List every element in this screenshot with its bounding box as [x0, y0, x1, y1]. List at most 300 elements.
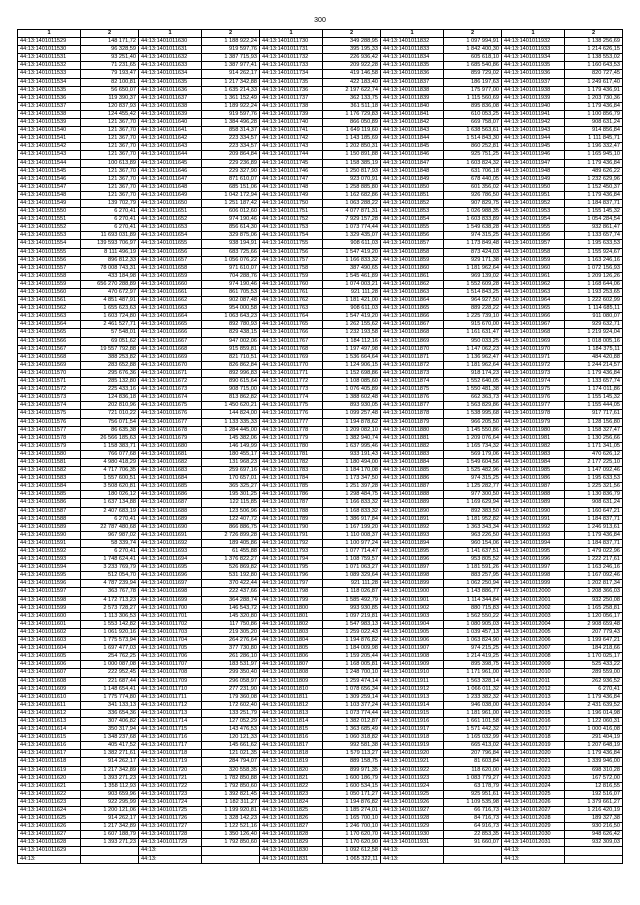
cadastral-number-cell	[260, 467, 323, 475]
cadastral-number-cell	[18, 467, 81, 475]
column-header-value-3: 2	[323, 30, 381, 38]
cadastral-value-cell: 1 585 492,79	[323, 596, 381, 604]
cadastral-number: 1401011655	[156, 240, 188, 247]
cadastral-number-cell	[18, 199, 81, 207]
cadastral-prefix: 44:13:	[383, 580, 399, 587]
cadastral-number: 1401011653	[156, 224, 188, 231]
cadastral-value-cell: 512 054,70	[81, 572, 139, 580]
cadastral-number: 1401011867	[398, 321, 430, 328]
cadastral-value-cell: 299 350,40	[202, 669, 260, 677]
column-header-code-5: 1	[502, 30, 565, 38]
cadastral-prefix: 44:13:	[262, 628, 278, 635]
cadastral-value-cell: 908 611,03	[323, 305, 381, 313]
table-row	[18, 855, 623, 863]
cadastral-number: 1401011727	[156, 823, 188, 830]
cadastral-prefix: 44:13:	[504, 248, 520, 255]
cadastral-value-cell: 1 133 657,74	[565, 232, 623, 240]
cadastral-value-cell: 866 886,75	[202, 523, 260, 531]
cadastral-number-cell	[139, 167, 202, 175]
cadastral-prefix: 44:13:	[20, 297, 36, 304]
table-row	[18, 305, 623, 313]
cadastral-number: 1401011905	[398, 628, 430, 635]
cadastral-number-cell	[18, 151, 81, 159]
cadastral-prefix: 44:13:	[383, 750, 399, 757]
cadastral-number: 1401011893	[398, 531, 430, 538]
cadastral-prefix: 44:13:	[262, 321, 278, 328]
cadastral-prefix: 44:13:	[262, 240, 278, 247]
cadastral-number-cell	[260, 531, 323, 539]
cadastral-number: 1401011546	[35, 175, 67, 182]
table-body	[18, 38, 623, 864]
cadastral-number: 1401011980	[519, 426, 551, 433]
cadastral-number: 1401011754	[277, 232, 309, 239]
cadastral-value-cell: 180 026,12	[81, 491, 139, 499]
cadastral-value-cell: 1 163 246,16	[565, 564, 623, 572]
cadastral-number-cell	[18, 701, 81, 709]
cadastral-prefix: 44:13:	[20, 645, 36, 652]
cadastral-prefix: 44:13:	[141, 556, 157, 563]
cadastral-number: 1401011924	[398, 782, 430, 789]
cadastral-value-cell: 1 685 540,86	[444, 62, 502, 70]
cadastral-number-cell	[260, 628, 323, 636]
cadastral-number-cell	[18, 709, 81, 717]
cadastral-number-cell	[381, 143, 444, 151]
cadastral-number: 1401011873	[398, 369, 430, 376]
cadastral-value-cell: 1 065 322,11	[323, 855, 381, 863]
cadastral-prefix: 44:13:	[504, 669, 520, 676]
cadastral-value-cell: 1 655 623,63	[81, 305, 139, 313]
cadastral-number: 1401011635	[156, 78, 188, 85]
cadastral-prefix: 44:13:	[383, 491, 399, 498]
cadastral-number: 1401011822	[277, 782, 309, 789]
cadastral-number-cell	[260, 548, 323, 556]
cadastral-number-cell	[260, 369, 323, 377]
cadastral-value-cell: 1 184 837,71	[565, 515, 623, 523]
cadastral-number-cell	[18, 766, 81, 774]
cadastral-prefix: 44:13:	[141, 46, 157, 53]
cadastral-value-cell: 1 050 171,27	[323, 790, 381, 798]
table-row	[18, 402, 623, 410]
cadastral-value-cell: 1 525 482,96	[444, 467, 502, 475]
cadastral-prefix: 44:13:	[141, 645, 157, 652]
cadastral-number-cell	[381, 119, 444, 127]
cadastral-value-cell: 1 159 205,44	[323, 653, 381, 661]
cadastral-number: 1401011826	[277, 815, 309, 822]
cadastral-prefix: 44:13:	[141, 766, 157, 773]
cadastral-number: 1401012011	[519, 677, 551, 684]
cadastral-prefix: 44:13:	[262, 717, 278, 724]
cadastral-prefix: 44:13:	[20, 726, 36, 733]
cadastral-number: 1401012005	[519, 628, 551, 635]
cadastral-value-cell: 1 393 271,23	[81, 774, 139, 782]
cadastral-number-cell	[260, 289, 323, 297]
cadastral-number-cell	[18, 289, 81, 297]
cadastral-value-cell: 395 195,33	[323, 46, 381, 54]
cadastral-number-cell	[381, 758, 444, 766]
cadastral-prefix: 44:13:	[141, 717, 157, 724]
cadastral-number-cell	[260, 378, 323, 386]
cadastral-value-cell: 207 779,43	[565, 628, 623, 636]
cadastral-number-cell	[18, 491, 81, 499]
cadastral-number: 1401011682	[156, 458, 188, 465]
cadastral-value-cell: 1 637 134,88	[81, 499, 139, 507]
cadastral-number: 1401011902	[398, 604, 430, 611]
cadastral-number: 1401011713	[156, 709, 188, 716]
cadastral-value-cell: 124 455,42	[81, 110, 139, 118]
cadastral-number-cell	[139, 556, 202, 564]
cadastral-prefix: 44:13:	[262, 289, 278, 295]
cadastral-prefix: 44:13:	[20, 119, 36, 126]
cadastral-number-cell	[139, 337, 202, 345]
cadastral-number-cell	[139, 693, 202, 701]
cadastral-prefix: 44:13:	[20, 386, 36, 393]
cadastral-value-cell: 1 258 885,80	[323, 183, 381, 191]
cadastral-number: 1401011989	[519, 499, 551, 506]
cadastral-value-cell: 971 610,07	[202, 264, 260, 272]
cadastral-value-cell: 685 151,06	[202, 183, 260, 191]
cadastral-number-cell	[18, 191, 81, 199]
cadastral-number: 1401011823	[277, 790, 309, 797]
cadastral-value-cell: 1 185 274,01	[323, 807, 381, 815]
cadastral-number-cell	[381, 280, 444, 288]
cadastral-value-cell: 1 195 633,53	[565, 475, 623, 483]
cadastral-number-cell	[260, 815, 323, 823]
cadastral-number: 1401011967	[519, 321, 551, 328]
cadastral-number-cell	[381, 264, 444, 272]
cadastral-number: 1401011699	[156, 596, 188, 603]
cadastral-prefix: 44:13:	[20, 807, 36, 813]
cadastral-number-cell	[18, 119, 81, 127]
cadastral-value-cell: 7 929 157,28	[323, 216, 381, 224]
cadastral-value-cell: 1 309 259,14	[323, 693, 381, 701]
cadastral-value-cell: 1 384 496,28	[202, 119, 260, 127]
cadastral-value-cell: 1 387 715,93	[202, 54, 260, 62]
cadastral-value-cell: 2 726 899,28	[202, 531, 260, 539]
cadastral-number-cell	[139, 742, 202, 750]
cadastral-value-cell: 1 169 629,94	[444, 499, 502, 507]
cadastral-prefix: 44:13:	[383, 596, 399, 603]
cadastral-prefix: 44:13:	[504, 831, 520, 838]
cadastral-number: 1401011871	[398, 353, 430, 360]
table-row	[18, 564, 623, 572]
cadastral-prefix: 44:13:	[262, 361, 278, 368]
cadastral-value-cell: 146 543,72	[202, 604, 260, 612]
cadastral-number: 1401011793	[277, 548, 309, 554]
cadastral-number: 1401011796	[277, 572, 309, 579]
cadastral-prefix: 44:13:	[504, 734, 520, 741]
cadastral-number-cell	[381, 839, 444, 847]
cadastral-number-cell	[260, 790, 323, 798]
cadastral-number-cell	[260, 839, 323, 847]
cadastral-number: 1401011938	[519, 86, 551, 93]
table-row	[18, 693, 623, 701]
cadastral-number-cell	[139, 143, 202, 151]
cadastral-number: 1401011878	[398, 410, 430, 417]
cadastral-prefix: 44:13:	[262, 378, 278, 385]
cadastral-number-cell	[18, 402, 81, 410]
cadastral-number: 1401011656	[156, 248, 188, 255]
cadastral-number-cell	[502, 467, 565, 475]
cadastral-prefix: 44:13:	[141, 289, 157, 295]
cadastral-number-cell	[260, 159, 323, 167]
cadastral-value-cell: 1 194 876,82	[323, 798, 381, 806]
cadastral-value-cell: 1 181 952,82	[444, 515, 502, 523]
cadastral-number-cell	[18, 855, 81, 863]
cadastral-number-cell	[18, 774, 81, 782]
cadastral-prefix: 44:13:	[141, 143, 157, 150]
cadastral-value-cell: 1 649 119,60	[323, 127, 381, 135]
table-row	[18, 386, 623, 394]
cadastral-prefix: 44:13:	[383, 588, 399, 595]
cadastral-value-cell: 601 356,02	[444, 183, 502, 191]
cadastral-number: 1401011803	[277, 628, 309, 635]
cadastral-value-cell: 813 862,82	[202, 394, 260, 402]
cadastral-number: 1401011827	[277, 823, 309, 830]
cadastral-number: 1401011860	[398, 264, 430, 271]
cadastral-prefix: 44:13:	[141, 78, 157, 85]
cadastral-number: 1401011700	[156, 604, 188, 611]
cadastral-number: 1401011845	[398, 143, 430, 150]
cadastral-prefix: 44:13:	[262, 807, 278, 813]
cadastral-number: 1401011872	[398, 361, 430, 368]
cadastral-prefix: 44:13:	[504, 653, 520, 660]
cadastral-number-cell	[260, 450, 323, 458]
cadastral-prefix: 44:13:	[262, 418, 278, 425]
cadastral-number-cell	[260, 38, 323, 46]
cadastral-prefix: 44:13:	[262, 507, 278, 514]
cadastral-number-cell	[502, 709, 565, 717]
cadastral-value-cell: 69 051,62	[81, 337, 139, 345]
cadastral-value-cell: 1 792 850,60	[202, 839, 260, 847]
cadastral-value-cell: 183 531,97	[202, 661, 260, 669]
cadastral-number-cell	[139, 305, 202, 313]
cadastral-number-cell	[260, 110, 323, 118]
cadastral-prefix: 44:13:	[262, 402, 278, 409]
cadastral-number: 1401011811	[277, 693, 308, 700]
cadastral-number: 1401012000	[519, 588, 551, 595]
cadastral-number: 1401011795	[277, 564, 309, 571]
cadastral-prefix: 44:13:	[20, 224, 36, 231]
cadastral-number: 1401011961	[519, 272, 551, 279]
cadastral-prefix: 44:13:	[383, 305, 399, 312]
cadastral-number: 1401011581	[35, 458, 67, 465]
cadastral-value-cell: 363 767,78	[81, 588, 139, 596]
cadastral-number: 1401011903	[398, 612, 430, 619]
cadastral-number: 1401011661	[156, 289, 188, 295]
cadastral-value-cell: 1 388 602,48	[323, 394, 381, 402]
cadastral-value-cell: 179 360,08	[202, 693, 260, 701]
cadastral-number: 1401011910	[398, 669, 430, 676]
cadastral-number: 1401011545	[35, 167, 67, 174]
cadastral-value-table	[17, 29, 623, 864]
cadastral-number: 1401011830	[277, 847, 309, 854]
cadastral-number: 1401011925	[398, 790, 430, 797]
cadastral-number: 1401011563	[35, 313, 67, 320]
cadastral-number-cell	[502, 94, 565, 102]
cadastral-number: 1401011577	[35, 426, 67, 433]
cadastral-number-cell	[502, 645, 565, 653]
cadastral-value-cell: 908 611,03	[323, 240, 381, 248]
cadastral-value-cell: 189 405,86	[202, 539, 260, 547]
cadastral-prefix: 44:13:	[504, 798, 520, 805]
cadastral-number-cell	[381, 831, 444, 839]
cadastral-number-cell	[139, 709, 202, 717]
cadastral-prefix: 44:13:	[262, 94, 278, 101]
cadastral-number-cell	[260, 515, 323, 523]
cadastral-value-cell: 1 181 421,00	[323, 297, 381, 305]
cadastral-number-cell	[139, 86, 202, 94]
cadastral-number-cell	[260, 361, 323, 369]
cadastral-prefix: 44:13:	[383, 86, 399, 93]
cadastral-prefix: 44:13:	[20, 102, 36, 109]
cadastral-prefix: 44:13:	[141, 790, 157, 797]
cadastral-number-cell	[502, 839, 565, 847]
cadastral-value-cell: 1 603 824,32	[444, 159, 502, 167]
cadastral-prefix: 44:13:	[262, 483, 278, 490]
cadastral-number: 1401011753	[277, 224, 309, 231]
cadastral-prefix: 44:13:	[262, 815, 278, 822]
cadastral-number-cell	[18, 677, 81, 685]
cadastral-number-cell	[139, 798, 202, 806]
cadastral-number: 1401011697	[156, 580, 188, 587]
cadastral-value-cell: 932 250,08	[565, 596, 623, 604]
cadastral-prefix: 44:13:	[20, 151, 36, 158]
cadastral-prefix: 44:13:	[141, 661, 157, 668]
cadastral-prefix: 44:13:	[383, 790, 399, 797]
cadastral-value-cell: 1 329 435,07	[323, 232, 381, 240]
cadastral-number-cell	[18, 280, 81, 288]
cadastral-value-cell: 1 179 436,84	[565, 191, 623, 199]
cadastral-number: 1401011694	[156, 556, 188, 563]
cadastral-number: 1401011809	[277, 677, 309, 684]
cadastral-value-cell: 120 837,93	[81, 102, 139, 110]
cadastral-value-cell: 120 121,33	[202, 734, 260, 742]
cadastral-number: 1401011884	[398, 458, 430, 465]
cadastral-prefix: 44:13:	[262, 151, 278, 158]
cadastral-number: 1401011707	[156, 661, 188, 668]
cadastral-number: 1401011758	[277, 264, 309, 271]
cadastral-prefix: 44:13:	[504, 313, 520, 320]
cadastral-number-cell	[139, 450, 202, 458]
cadastral-prefix: 44:13:	[141, 685, 157, 692]
cadastral-value-cell: 1 547 419,20	[323, 313, 381, 321]
cadastral-prefix: 44:13:	[504, 54, 520, 61]
cadastral-prefix: 44:13:	[20, 556, 36, 563]
cadastral-number-cell	[139, 564, 202, 572]
cadastral-prefix: 44:13:	[262, 823, 278, 830]
table-row	[18, 70, 623, 78]
cadastral-number: 1401011792	[277, 539, 309, 546]
cadastral-value-cell: 1 350 126,40	[202, 831, 260, 839]
cadastral-value-cell: 22 853,35	[444, 831, 502, 839]
cadastral-number: 1401011559	[35, 280, 67, 287]
cadastral-number-cell	[381, 313, 444, 321]
cadastral-value-cell: 56 650,07	[81, 86, 139, 94]
cadastral-prefix: 44:13:	[20, 604, 36, 611]
cadastral-prefix: 44:13:	[262, 345, 278, 352]
cadastral-prefix: 44:13:	[262, 847, 278, 854]
cadastral-value-cell: 1 089 329,64	[323, 572, 381, 580]
cadastral-prefix: 44:13:	[262, 531, 278, 538]
cadastral-number: 1401011607	[35, 669, 67, 676]
table-row	[18, 418, 623, 426]
cadastral-number-cell	[139, 588, 202, 596]
cadastral-prefix: 44:13:	[383, 669, 399, 676]
cadastral-value-cell: 1 000 416,08	[565, 726, 623, 734]
cadastral-number-cell	[18, 450, 81, 458]
cadastral-value-cell: 1 138 256,69	[565, 38, 623, 46]
cadastral-number: 1401011990	[519, 507, 551, 514]
cadastral-prefix: 44:13:	[141, 815, 157, 822]
cadastral-number: 1401011766	[277, 329, 309, 336]
table-row	[18, 151, 623, 159]
cadastral-number: 1401011975	[519, 386, 551, 393]
cadastral-number-cell	[260, 321, 323, 329]
cadastral-prefix: 44:13:	[141, 402, 157, 409]
cadastral-prefix: 44:13:	[504, 823, 520, 830]
cadastral-value-cell: 1 165 734,32	[444, 442, 502, 450]
cadastral-number: 1401012022	[519, 766, 551, 773]
cadastral-number: 1401011723	[156, 790, 188, 797]
cadastral-number: 1401011725	[156, 807, 188, 813]
cadastral-value-cell: 1 166 833,32	[323, 499, 381, 507]
cadastral-number-cell	[381, 321, 444, 329]
cadastral-value-cell: 1 557 600,51	[81, 475, 139, 483]
cadastral-number: 1401011632	[156, 54, 188, 61]
cadastral-number: 1401011740	[277, 119, 309, 126]
cadastral-prefix: 44:13:	[20, 823, 36, 830]
cadastral-prefix: 44:13:	[383, 208, 399, 215]
cadastral-prefix: 44:13:	[262, 604, 278, 611]
cadastral-prefix: 44:13:	[20, 442, 36, 449]
cadastral-value-cell: 341 133,13	[81, 701, 139, 709]
cadastral-number-cell	[18, 798, 81, 806]
cadastral-number-cell	[18, 102, 81, 110]
table-row	[18, 580, 623, 588]
cadastral-number: 1401011904	[398, 620, 430, 627]
cadastral-value-cell: 883 257,95	[444, 572, 502, 580]
cadastral-prefix: 44:13:	[262, 38, 278, 45]
cadastral-prefix: 44:13:	[20, 458, 36, 465]
cadastral-prefix: 44:13:	[383, 232, 399, 239]
cadastral-prefix: 44:13:	[20, 798, 36, 805]
cadastral-number-cell	[381, 394, 444, 402]
cadastral-prefix: 44:13:	[383, 839, 399, 846]
cadastral-prefix: 44:13:	[141, 758, 157, 765]
cadastral-number-cell	[502, 442, 565, 450]
cadastral-number-cell	[139, 782, 202, 790]
cadastral-number-cell	[502, 313, 565, 321]
cadastral-number: 1401011748	[277, 183, 309, 190]
cadastral-value-cell: 1 063 824,90	[444, 637, 502, 645]
cadastral-number-cell	[381, 539, 444, 547]
cadastral-value-cell: 1 775 774,80	[81, 693, 139, 701]
table-row	[18, 224, 623, 232]
cadastral-number: 1401011874	[398, 378, 430, 385]
cadastral-number: 1401011544	[35, 159, 67, 166]
cadastral-value-cell: 121 367,70	[81, 143, 139, 151]
cadastral-value-cell: 974 190,46	[202, 216, 260, 224]
table-row	[18, 726, 623, 734]
cadastral-number: 1401011618	[35, 758, 67, 765]
cadastral-number-cell	[260, 434, 323, 442]
cadastral-number: 1401011935	[519, 62, 551, 69]
cadastral-number: 1401011594	[35, 564, 67, 571]
cadastral-prefix: 44:13:	[383, 167, 399, 174]
cadastral-value-cell: 388 253,82	[81, 353, 139, 361]
cadastral-number-cell	[502, 750, 565, 758]
cadastral-value-cell: 993 930,85	[323, 604, 381, 612]
